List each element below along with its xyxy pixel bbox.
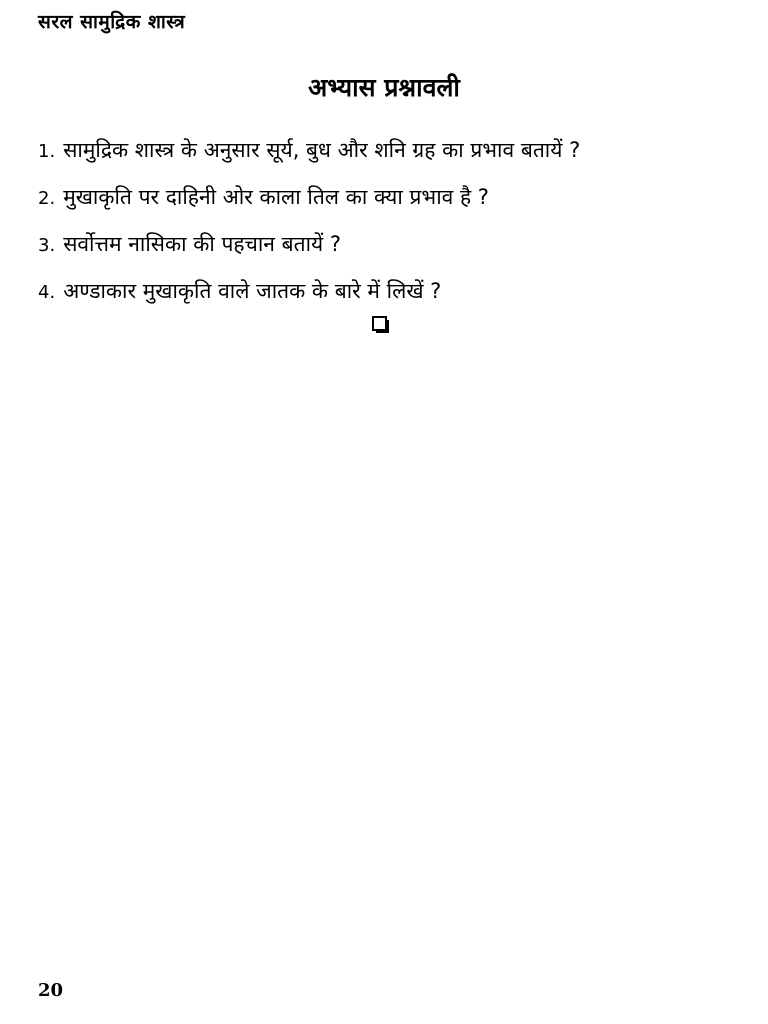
question-item — [38, 277, 580, 324]
page-number: 20 — [38, 980, 64, 1001]
question-text: सर्वोत्तम नासिका की पहचान बतायें ? — [63, 232, 342, 256]
question-item — [38, 230, 580, 277]
shadowed-box-icon — [372, 316, 390, 334]
question-number: 3. — [38, 235, 56, 256]
question-item — [38, 136, 580, 183]
question-number: 4. — [38, 282, 56, 303]
section-title: अभ्यास प्रश्नावली — [308, 73, 460, 102]
question-text: अण्डाकार मुखाकृति वाले जातक के बारे में लिखें ? — [63, 279, 442, 303]
question-text: मुखाकृति पर दाहिनी ओर काला तिल का क्या प्रभाव है ? — [63, 185, 489, 209]
question-list — [38, 136, 580, 324]
running-header: सरल सामुद्रिक शास्त्र — [38, 11, 186, 33]
question-number: 1. — [38, 141, 56, 162]
question-item — [38, 183, 580, 230]
question-text: सामुद्रिक शास्त्र के अनुसार सूर्य, बुध और शनि ग्रह का प्रभाव बतायें ? — [63, 138, 581, 162]
question-number: 2. — [38, 188, 56, 209]
